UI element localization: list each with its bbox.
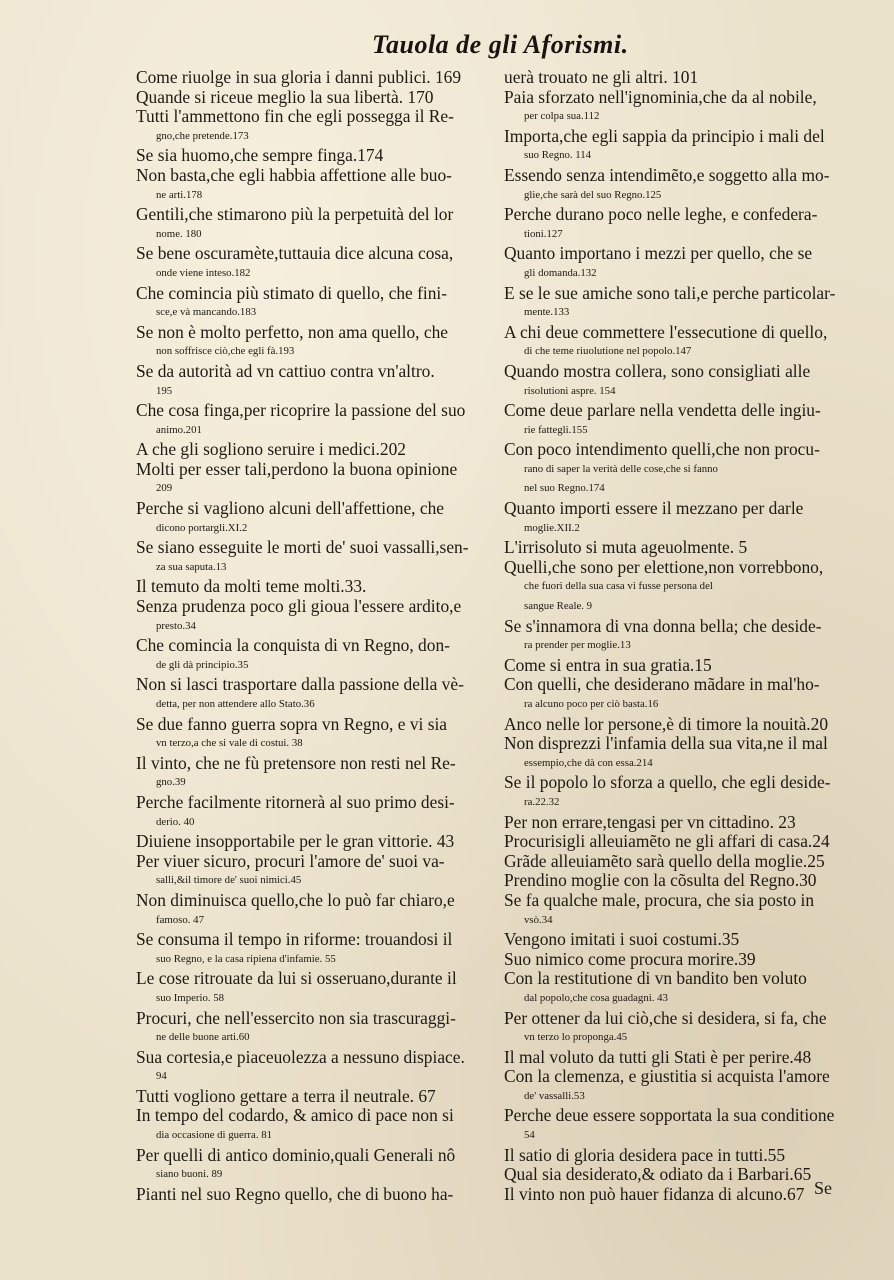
entry-line: Non si lasci trasportare dalla passione della vè- bbox=[136, 674, 464, 695]
index-entry bbox=[504, 891, 856, 930]
index-entry bbox=[136, 891, 494, 930]
entry-continuation: de gli dà principio.35 bbox=[156, 658, 249, 671]
entry-line: Essendo senza intendimẽto,e soggetto alla mo- bbox=[504, 164, 830, 185]
entry-continuation: ne arti.178 bbox=[156, 188, 203, 201]
entry-line: E se le sue amiche sono tali,e perche particolar- bbox=[504, 282, 836, 303]
entry-line: Sua cortesia,e piaceuolezza a nessuno dispiace. bbox=[136, 1046, 465, 1067]
entry-continuation: 209 bbox=[156, 482, 173, 495]
entry-line: In tempo del codardo, & amico di pace non si bbox=[136, 1105, 454, 1126]
index-entry bbox=[136, 205, 494, 244]
index-entry bbox=[504, 852, 856, 872]
entry-continuation: gno,che pretende.173 bbox=[156, 129, 249, 142]
entry-line: Per quelli di antico dominio,quali Generali nô bbox=[136, 1144, 456, 1165]
entry-line: Se consuma il tempo in riforme: trouandosi il bbox=[136, 929, 453, 950]
index-entry bbox=[136, 1048, 494, 1087]
entry-continuation: non soffrisce ciò,che egli fà.193 bbox=[156, 345, 295, 358]
entry-continuation: suo Regno. 114 bbox=[524, 149, 592, 162]
entry-continuation: gli domanda.132 bbox=[524, 266, 597, 279]
index-entry bbox=[504, 715, 856, 735]
entry-line: Con la clemenza, e giustitia si acquista l'amore bbox=[504, 1066, 830, 1087]
entry-continuation: dal popolo,che cosa guadagni. 43 bbox=[524, 991, 668, 1004]
entry-continuation: salli,&il timore de' suoi nimici.45 bbox=[156, 874, 302, 887]
entry-line: Perche si vagliono alcuni dell'affettione, che bbox=[136, 498, 445, 519]
entry-line: Senza prudenza poco gli gioua l'essere ardito,e bbox=[136, 596, 462, 617]
entry-continuation: 195 bbox=[156, 384, 173, 397]
index-entry bbox=[136, 636, 494, 675]
index-entry bbox=[136, 362, 494, 401]
index-entry bbox=[136, 88, 494, 108]
entry-line: Se da autorità ad vn cattiuo contra vn'altro. bbox=[136, 360, 435, 381]
entry-line: Quanto importano i mezzi per quello, che se bbox=[504, 243, 813, 264]
index-entry bbox=[136, 577, 494, 597]
entry-continuation: ne delle buone arti.60 bbox=[156, 1031, 250, 1044]
index-entry bbox=[504, 127, 856, 166]
entry-continuation: sce,e và mancando.183 bbox=[156, 306, 257, 319]
entry-line: Importa,che egli sappia da principio i mali del bbox=[504, 125, 825, 146]
index-entry bbox=[504, 68, 856, 88]
index-entry bbox=[136, 832, 494, 852]
entry-line: Perche facilmente ritornerà al suo primo desi- bbox=[136, 791, 455, 812]
entry-line: Grãde alleuiamẽto sarà quello della moglie.25 bbox=[504, 850, 825, 871]
index-entry bbox=[504, 871, 856, 891]
entry-continuation: dicono portargli.XI.2 bbox=[156, 521, 248, 534]
entry-line: Le cose ritrouate da lui si osseruano,durante il bbox=[136, 968, 457, 989]
entry-continuation: 94 bbox=[156, 1070, 167, 1083]
entry-line: Gentili,che stimarono più la perpetuità del lor bbox=[136, 204, 454, 225]
entry-continuation: sangue Reale. 9 bbox=[524, 600, 593, 613]
entry-line: Tutti vogliono gettare a terra il neutrale. 67 bbox=[136, 1085, 436, 1106]
index-entry bbox=[504, 617, 856, 656]
entry-continuation: vsò.34 bbox=[524, 913, 553, 926]
entry-line: Qual sia desiderato,& odiato da i Barbari.65 bbox=[504, 1164, 812, 1185]
entry-line: Con la restitutione di vn bandito ben voluto bbox=[504, 968, 807, 989]
index-entry bbox=[504, 734, 856, 773]
index-entry bbox=[504, 950, 856, 970]
catchword: Se bbox=[814, 1178, 832, 1198]
index-entry bbox=[504, 930, 856, 950]
entry-line: Il mal voluto da tutti gli Stati è per perire.48 bbox=[504, 1046, 812, 1067]
entry-line: Per non errare,tengasi per vn cittadino. 23 bbox=[504, 811, 796, 832]
index-entry bbox=[504, 244, 856, 283]
entry-line: Con quelli, che desiderano mãdare in mal'ho- bbox=[504, 674, 820, 695]
entry-continuation: vn terzo,a che si vale di costui. 38 bbox=[156, 737, 303, 750]
entry-line: Quelli,che sono per elettione,non vorrebbono, bbox=[504, 556, 824, 577]
entry-line: Il vinto non può hauer fidanza di alcuno.67 bbox=[504, 1183, 805, 1204]
entry-line: Non basta,che egli habbia affettione alle buo- bbox=[136, 164, 452, 185]
page-heading: Tauola de gli Aforismi. bbox=[372, 30, 629, 59]
index-entry bbox=[136, 460, 494, 499]
entry-line: Procuri, che nell'essercito non sia trascuraggi- bbox=[136, 1007, 456, 1028]
entry-line: Procurisigli alleuiamẽto ne gli affari di casa.24 bbox=[504, 831, 830, 852]
entry-line: Se s'innamora di vna donna bella; che deside- bbox=[504, 615, 822, 636]
index-entry bbox=[504, 1185, 856, 1205]
index-entry bbox=[136, 538, 494, 577]
index-entry bbox=[136, 401, 494, 440]
entry-line: Quande si riceue meglio la sua libertà. 170 bbox=[136, 86, 434, 107]
index-entry bbox=[504, 1009, 856, 1048]
index-entry bbox=[504, 499, 856, 538]
entry-line: Diuiene insopportabile per le gran vittorie. 43 bbox=[136, 831, 455, 852]
index-entry bbox=[504, 538, 856, 558]
entry-line: Vengono imitati i suoi costumi.35 bbox=[504, 929, 740, 950]
entry-line: Paia sforzato nell'ignominia,che da al nobile, bbox=[504, 86, 817, 107]
entry-line: A che gli sogliono seruire i medici.202 bbox=[136, 439, 406, 460]
index-entry bbox=[136, 930, 494, 969]
entry-line: L'irrisoluto si muta ageuolmente. 5 bbox=[504, 537, 748, 558]
index-entry bbox=[504, 362, 856, 401]
index-entry bbox=[504, 558, 856, 617]
index-entry bbox=[136, 107, 494, 146]
entry-continuation: rie fattegli.155 bbox=[524, 423, 588, 436]
index-entry bbox=[136, 323, 494, 362]
entry-continuation: per colpa sua.112 bbox=[524, 110, 600, 123]
entry-line: Se non è molto perfetto, non ama quello, che bbox=[136, 321, 448, 342]
index-entry bbox=[504, 166, 856, 205]
entry-continuation: vn terzo lo proponga.45 bbox=[524, 1031, 628, 1044]
entry-line: Anco nelle lor persone,è di timore la nouità.20 bbox=[504, 713, 829, 734]
entry-continuation: ra prender per moglie.13 bbox=[524, 639, 631, 652]
entry-line: Se siano esseguite le morti de' suoi vassalli,sen- bbox=[136, 537, 469, 558]
entry-line: Se fa qualche male, procura, che sia posto in bbox=[504, 889, 815, 910]
entry-continuation: ra alcuno poco per ciò basta.16 bbox=[524, 698, 659, 710]
entry-continuation: moglie.XII.2 bbox=[524, 521, 580, 534]
index-entry bbox=[504, 284, 856, 323]
entry-line: Se il popolo lo sforza a quello, che egli deside- bbox=[504, 772, 831, 793]
index-entry bbox=[504, 969, 856, 1008]
left-column bbox=[136, 68, 494, 1204]
index-entry bbox=[136, 793, 494, 832]
entry-continuation: 54 bbox=[524, 1129, 535, 1142]
entry-continuation: onde viene inteso.182 bbox=[156, 266, 251, 279]
index-entry bbox=[136, 68, 494, 88]
index-entry bbox=[136, 675, 494, 714]
index-entry bbox=[136, 715, 494, 754]
entry-line: Se sia huomo,che sempre finga.174 bbox=[136, 145, 384, 166]
entry-line: Molti per esser tali,perdono la buona opinione bbox=[136, 458, 458, 479]
entry-line: Come deue parlare nella vendetta delle ingiu- bbox=[504, 400, 821, 421]
entry-line: Come riuolge in sua gloria i danni publici. 169 bbox=[136, 67, 462, 87]
entry-continuation: gno.39 bbox=[156, 776, 186, 789]
entry-continuation: dia occasione di guerra. 81 bbox=[156, 1129, 273, 1142]
entry-line: Come si entra in sua gratia.15 bbox=[504, 654, 712, 675]
entry-line: Perche deue essere sopportata la sua conditione bbox=[504, 1105, 835, 1126]
entry-continuation: famoso. 47 bbox=[156, 913, 204, 926]
entry-line: Pianti nel suo Regno quello, che di buono ha- bbox=[136, 1183, 454, 1204]
index-entry bbox=[136, 284, 494, 323]
index-entry bbox=[136, 1009, 494, 1048]
entry-continuation: rano di saper la verità delle cose,che si fanno bbox=[524, 462, 718, 475]
index-entry bbox=[504, 205, 856, 244]
index-entry bbox=[504, 1165, 856, 1185]
index-entry bbox=[136, 440, 494, 460]
index-entry bbox=[504, 773, 856, 812]
entry-continuation: nome. 180 bbox=[156, 227, 202, 240]
entry-continuation: detta, per non attendere allo Stato.36 bbox=[156, 698, 315, 710]
index-entry bbox=[504, 656, 856, 676]
index-entry bbox=[136, 146, 494, 166]
index-entry bbox=[504, 1048, 856, 1068]
entry-line: Per viuer sicuro, procuri l'amore de' suoi va- bbox=[136, 850, 445, 871]
index-entry bbox=[136, 244, 494, 283]
entry-line: Che cosa finga,per ricoprire la passione del suo bbox=[136, 400, 466, 421]
index-entry bbox=[136, 166, 494, 205]
entry-continuation: ra.22.32 bbox=[524, 795, 560, 808]
entry-continuation: che fuori della sua casa vi fusse persona del bbox=[524, 580, 713, 593]
index-entry bbox=[504, 1067, 856, 1106]
index-entry bbox=[136, 754, 494, 793]
index-entry bbox=[504, 88, 856, 127]
right-column bbox=[504, 68, 856, 1204]
index-entry bbox=[504, 1146, 856, 1166]
index-entry bbox=[136, 1106, 494, 1145]
entry-line: Se due fanno guerra sopra vn Regno, e vi sia bbox=[136, 713, 448, 734]
entry-continuation: de' vassalli.53 bbox=[524, 1089, 585, 1102]
entry-continuation: za sua saputa.13 bbox=[156, 560, 227, 573]
index-entry bbox=[136, 1185, 494, 1205]
index-entry bbox=[504, 323, 856, 362]
entry-continuation: nel suo Regno.174 bbox=[524, 482, 605, 495]
entry-line: Quanto importi essere il mezzano per darle bbox=[504, 498, 804, 519]
index-entry bbox=[136, 1146, 494, 1185]
entry-continuation: tioni.127 bbox=[524, 227, 563, 240]
entry-line: Perche durano poco nelle leghe, e confedera- bbox=[504, 204, 818, 225]
entry-line: Non diminuisca quello,che lo può far chiaro,e bbox=[136, 889, 455, 910]
entry-line: Il temuto da molti teme molti.33. bbox=[136, 576, 367, 597]
index-entry bbox=[504, 675, 856, 714]
index-entry bbox=[504, 813, 856, 833]
entry-continuation: derio. 40 bbox=[156, 815, 195, 828]
entry-line: Che comincia più stimato di quello, che fini- bbox=[136, 282, 448, 303]
index-entry bbox=[136, 852, 494, 891]
entry-continuation: suo Regno, e la casa ripiena d'infamie. 55 bbox=[156, 952, 336, 965]
entry-continuation: glie,che sarà del suo Regno.125 bbox=[524, 188, 662, 201]
index-entry bbox=[136, 1087, 494, 1107]
entry-line: Suo nimico come procura morire.39 bbox=[504, 948, 756, 969]
entry-line: Il satio di gloria desidera pace in tutti.55 bbox=[504, 1144, 786, 1165]
entry-continuation: animo.201 bbox=[156, 423, 202, 436]
entry-line: Quando mostra collera, sono consigliati alle bbox=[504, 360, 811, 381]
entry-line: uerà trouato ne gli altri. 101 bbox=[504, 67, 699, 87]
entry-line: Non disprezzi l'infamia della sua vita,ne il mal bbox=[504, 733, 828, 754]
index-entry bbox=[136, 499, 494, 538]
entry-line: Con poco intendimento quelli,che non procu- bbox=[504, 439, 820, 460]
index-entry bbox=[136, 597, 494, 636]
entry-continuation: di che teme riuolutione nel popolo.147 bbox=[524, 345, 692, 358]
entry-line: A chi deue commettere l'essecutione di quello, bbox=[504, 321, 828, 342]
entry-continuation: siano buoni. 89 bbox=[156, 1168, 223, 1181]
entry-continuation: mente.133 bbox=[524, 306, 570, 319]
index-entry bbox=[136, 969, 494, 1008]
entry-line: Che comincia la conquista di vn Regno, don- bbox=[136, 635, 450, 656]
entry-continuation: risolutioni aspre. 154 bbox=[524, 384, 616, 397]
index-entry bbox=[504, 401, 856, 440]
index-entry bbox=[504, 1106, 856, 1145]
entry-continuation: essempio,che dà con essa.214 bbox=[524, 756, 653, 769]
entry-line: Prendino moglie con la cõsulta del Regno.30 bbox=[504, 870, 817, 891]
entry-line: Il vinto, che ne fù pretensore non resti nel Re- bbox=[136, 752, 456, 773]
index-entry bbox=[504, 440, 856, 499]
entry-continuation: presto.34 bbox=[156, 619, 196, 632]
index-entry bbox=[504, 832, 856, 852]
entry-continuation: suo Imperio. 58 bbox=[156, 991, 225, 1004]
entry-line: Tutti l'ammettono fin che egli possegga il Re- bbox=[136, 106, 454, 127]
entry-line: Se bene oscuramète,tuttauia dice alcuna cosa, bbox=[136, 243, 454, 264]
entry-line: Per ottener da lui ciò,che si desidera, si fa, che bbox=[504, 1007, 827, 1028]
